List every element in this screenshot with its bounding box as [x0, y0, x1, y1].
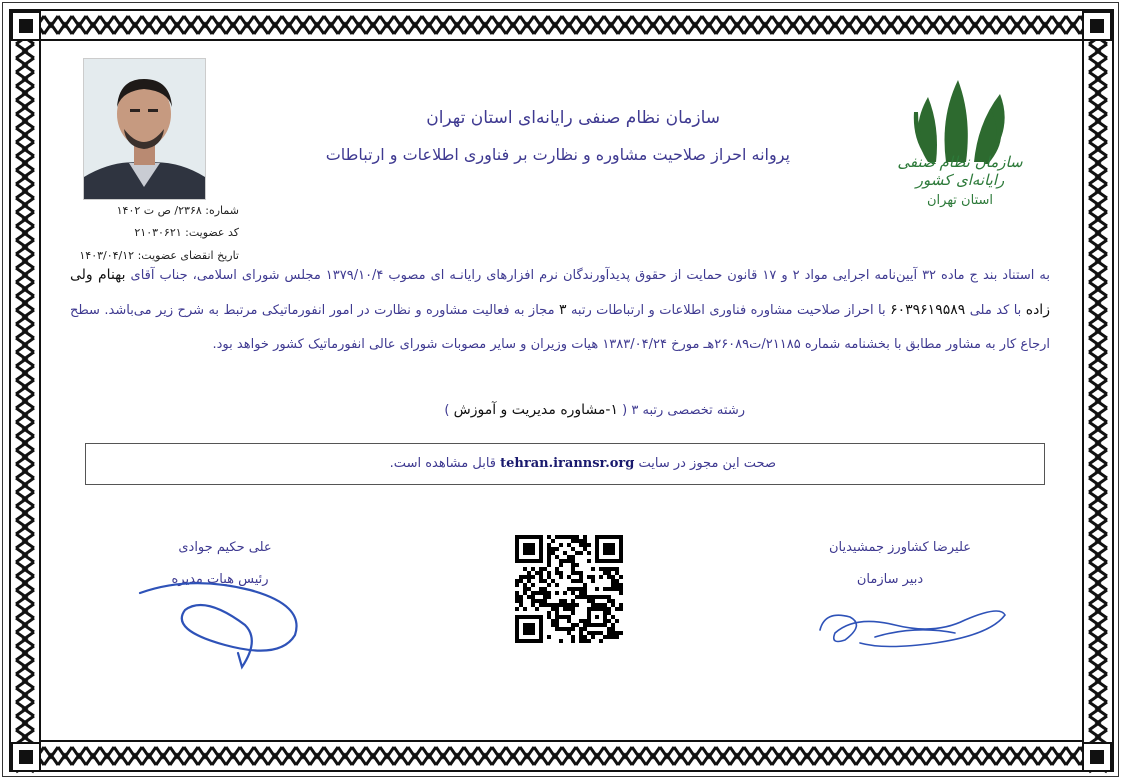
logo-province: استان تهران — [926, 193, 993, 208]
right-signature — [815, 595, 1015, 655]
specialty-value: ۱-مشاوره مدیریت و آموزش — [453, 402, 619, 418]
specialty-line — [150, 402, 745, 418]
verification-text — [86, 456, 776, 471]
body-rank-label: با احراز صلاحیت مشاوره فناوری اطلاعات و ارتباطات رتبه — [570, 303, 886, 318]
certificate-body — [50, 50, 1075, 730]
member-photo — [83, 58, 206, 200]
specialty-suffix: ) — [444, 403, 450, 418]
right-signatory-title: دبیر سازمان — [856, 572, 924, 587]
specialty-prefix: رشته تخصصی رتبه ۳ ( — [622, 403, 745, 418]
left-signatory-title: رئیس هیات مدیره — [171, 572, 269, 587]
body-id-label: با کد ملی — [969, 303, 1022, 318]
qr-code[interactable] — [515, 535, 623, 643]
license-number: شماره: ۲۳۶۸/ ص ت ۱۴۰۲ — [116, 204, 239, 217]
license-title: پروانه احراز صلاحیت مشاوره و نظارت بر فناوری اطلاعات و ارتباطات — [325, 145, 790, 164]
membership-code: کد عضویت: ۲۱۰۳۰۶۲۱ — [134, 226, 239, 239]
verify-site-link[interactable]: tehran.irannsr.org — [500, 456, 635, 471]
certificate-text — [70, 258, 1050, 362]
membership-expiry: تاریخ انقضای عضویت: ۱۴۰۳/۰۴/۱۲ — [79, 249, 239, 262]
person-name: بهنام ولی زاده — [70, 267, 1050, 318]
organization-name: سازمان نظام صنفی رایانه‌ای استان تهران — [426, 108, 720, 128]
right-signatory-name: علیرضا کشاورز جمشیدیان — [828, 540, 972, 555]
body-intro: جناب آقای — [130, 268, 188, 283]
verification-box — [85, 443, 1045, 485]
verify-prefix: صحت این مجوز در سایت — [638, 456, 776, 471]
rank-value: ۳ — [558, 302, 567, 318]
verify-suffix: قابل مشاهده است. — [389, 456, 496, 471]
left-signature — [130, 575, 310, 670]
logo-text: سازمان نظام صنفی رایانه‌ای کشور — [897, 153, 1023, 189]
national-id: ۶۰۳۹۶۱۹۵۸۹ — [890, 302, 966, 318]
body-rest: مجاز به فعالیت مشاوره و نظارت در امور انفورماتیکی مرتبط به شرح زیر می‌باشد. سطح ارجاع کار به مشاور مطابق با بخشنامه شماره ۲۱۱۸۵/ت۲۶۰۸۹هـ مورخ ۱۳۸۳/۰۴/۲۴ هیات وزیران و سایر مصوبات شورای عالی انفورماتیک کشور خواهد بود. — [70, 303, 1050, 352]
left-signatory-name: علی حکیم جوادی — [178, 540, 272, 555]
body-line-1: به استناد بند ج ماده ۳۲ آیین‌نامه اجرایی مواد ۲ و ۱۷ قانون حمایت از حقوق پدیدآورندگان نرم افزارهای رایانـه ای مصوب ۱۳۷۹/۱۰/۴ مجلس شورای اسلامی، — [192, 268, 1050, 283]
